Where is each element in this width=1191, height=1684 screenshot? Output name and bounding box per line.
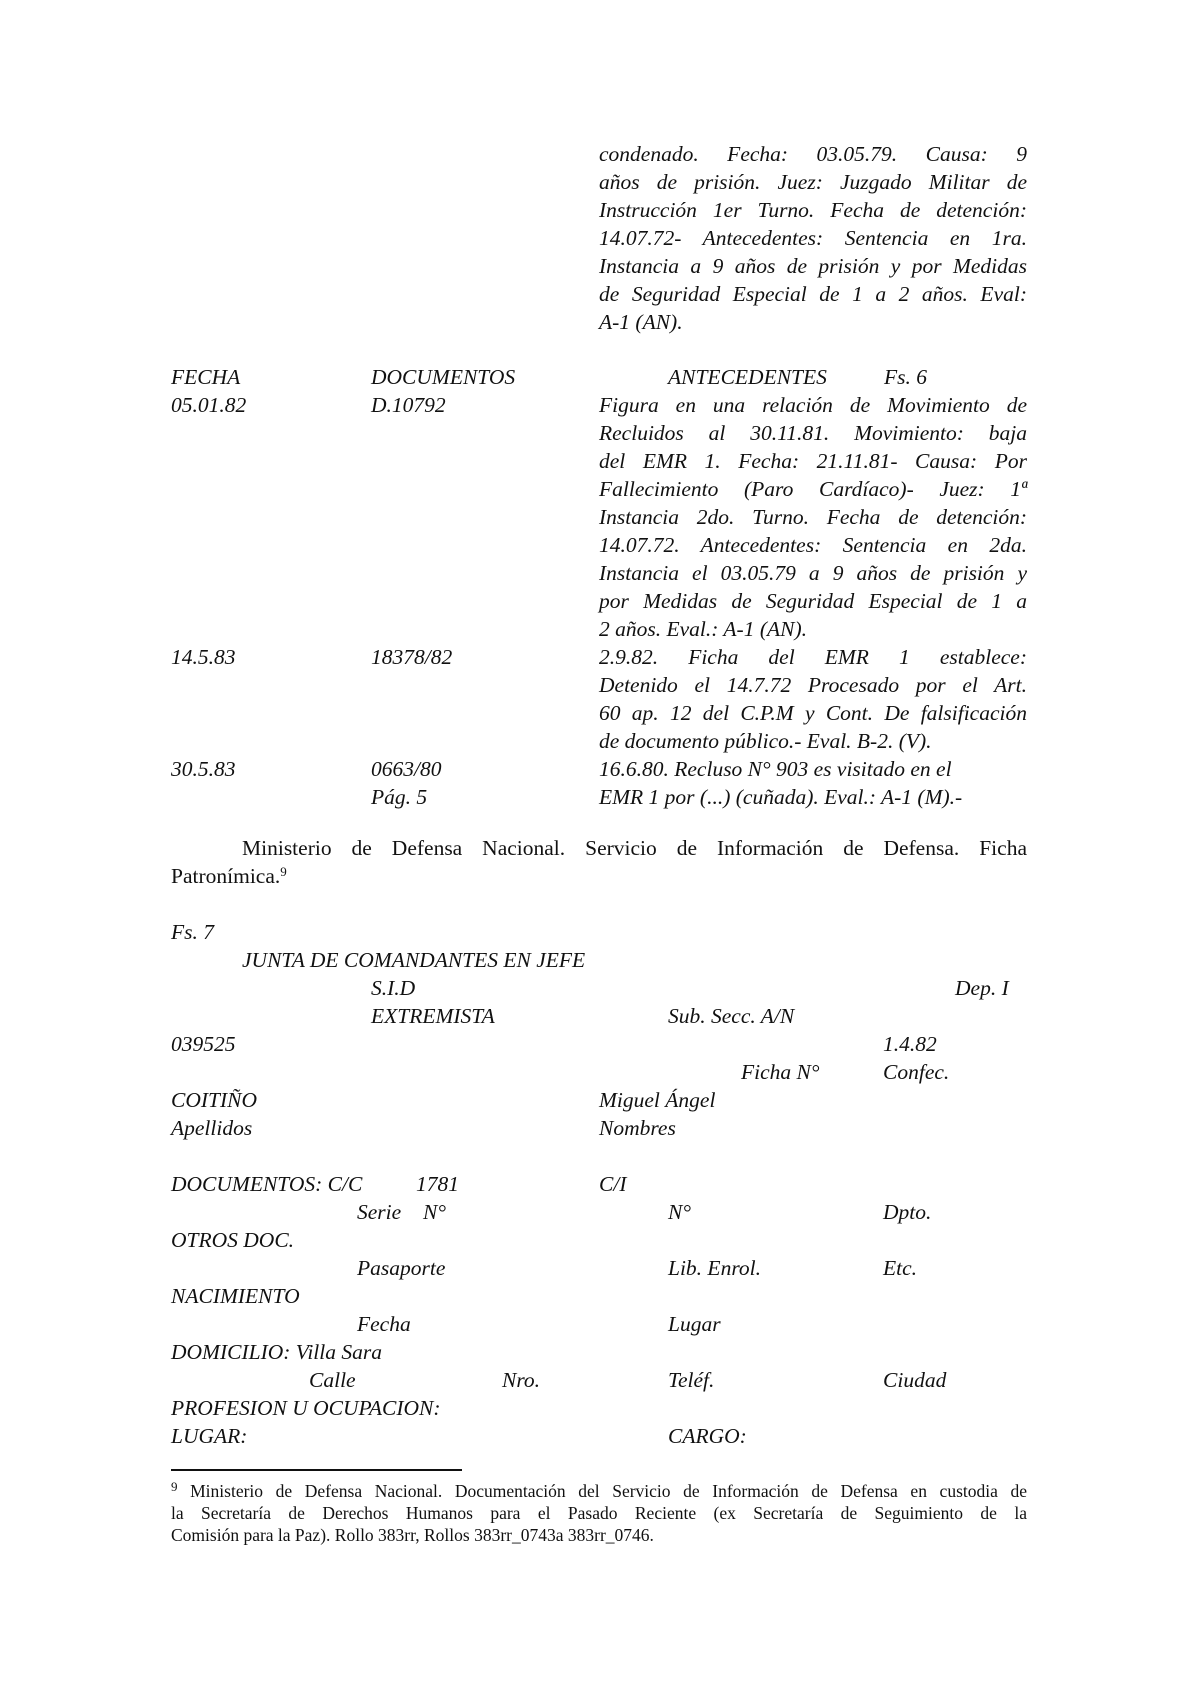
header-antecedentes: ANTECEDENTES <box>668 365 827 389</box>
header-fecha: FECHA <box>171 365 241 389</box>
text-line <box>171 862 1027 890</box>
row-fecha: 05.01.82 <box>171 393 247 417</box>
telef-label: Teléf. <box>668 1368 715 1392</box>
ficha-n-label: Ficha N° <box>741 1060 820 1084</box>
text-line: Instrucción 1er Turno. Fecha de detención: <box>599 198 1027 222</box>
text-line: EMR 1 por (...) (cuñada). Eval.: A-1 (M).- <box>599 785 963 809</box>
text-line: 14.07.72. Antecedentes: Sentencia en 2da. <box>599 533 1027 557</box>
text-line: condenado. Fecha: 03.05.79. Causa: 9 <box>599 142 1027 166</box>
nro-label: Nro. <box>502 1368 541 1392</box>
junta-title: JUNTA DE COMANDANTES EN JEFE <box>242 948 586 972</box>
text-line: Figura en una relación de Movimiento de <box>599 393 1027 417</box>
footnote-number: 9 <box>171 1479 178 1494</box>
documentos-label: DOCUMENTOS: C/C <box>171 1172 363 1196</box>
footnote-line: Comisión para la Paz). Rollo 383rr, Rollos 383rr_0743a 383rr_0746. <box>171 1525 654 1545</box>
header-fs: Fs. 6 <box>884 365 927 389</box>
text-line: 60 ap. 12 del C.P.M y Cont. De falsificación <box>599 701 1027 725</box>
etc-label: Etc. <box>883 1256 918 1280</box>
text-line: años de prisión. Juez: Juzgado Militar de <box>599 170 1027 194</box>
domicilio-value: DOMICILIO: Villa Sara <box>171 1340 383 1364</box>
fs-label: Fs. 7 <box>171 920 214 944</box>
dpto-label: Dpto. <box>883 1200 932 1224</box>
cc-number: 1781 <box>416 1172 459 1196</box>
serie-label: Serie <box>357 1200 402 1224</box>
apellido-value: COITIÑO <box>171 1088 258 1112</box>
row-documento: 0663/80 <box>371 757 442 781</box>
text-line: de documento público.- Eval. B-2. (V). <box>599 729 932 753</box>
text-line: Ministerio de Defensa Nacional. Servicio de Información de Defensa. Ficha <box>242 836 1027 860</box>
sid-label: S.I.D <box>371 976 416 1000</box>
ficha-number: 039525 <box>171 1032 236 1056</box>
row-antecedentes <box>599 391 1027 643</box>
nacimiento-fecha-label: Fecha <box>357 1312 411 1336</box>
apellidos-label: Apellidos <box>171 1116 253 1140</box>
text-line: 2 años. Eval.: A-1 (AN). <box>599 617 807 641</box>
footnote-reference[interactable]: 9 <box>280 864 287 879</box>
ciudad-label: Ciudad <box>883 1368 947 1392</box>
text-line: Instancia 2do. Turno. Fecha de detención: <box>599 505 1027 529</box>
pasaporte-label: Pasaporte <box>357 1256 446 1280</box>
row-documento: 18378/82 <box>371 645 453 669</box>
nombres-label: Nombres <box>599 1116 676 1140</box>
footnote-separator <box>171 1469 462 1471</box>
ci-n-label: N° <box>668 1200 691 1224</box>
row-antecedentes <box>599 643 1027 755</box>
lugar-label: LUGAR: <box>171 1424 248 1448</box>
text-line: 2.9.82. Ficha del EMR 1 establece: <box>599 645 1027 669</box>
text-line: Recluidos al 30.11.81. Movimiento: baja <box>599 421 1027 445</box>
top-continuation-block <box>599 140 1027 336</box>
nacimiento-label: NACIMIENTO <box>171 1284 300 1308</box>
text-line: por Medidas de Seguridad Especial de 1 a <box>599 589 1027 613</box>
ci-label: C/I <box>599 1172 627 1196</box>
lib-enrol-label: Lib. Enrol. <box>668 1256 761 1280</box>
footnote-line: la Secretaría de Derechos Humanos para el Pasado Reciente (ex Secretaría de Seguimiento de la <box>171 1503 1027 1523</box>
text-line: A-1 (AN). <box>599 310 683 334</box>
text-line: Detenido el 14.7.72 Procesado por el Art. <box>599 673 1027 697</box>
row-antecedentes <box>599 755 1027 811</box>
row-fecha: 14.5.83 <box>171 645 236 669</box>
text-line: Fallecimiento (Paro Cardíaco)- Juez: 1ª <box>599 477 1027 501</box>
cargo-label: CARGO: <box>668 1424 747 1448</box>
profesion-label: PROFESION U OCUPACION: <box>171 1396 441 1420</box>
text-line: 16.6.80. Recluso N° 903 es visitado en el <box>599 757 952 781</box>
row-documento-page: Pág. 5 <box>371 785 428 809</box>
extremista-label: EXTREMISTA <box>371 1004 495 1028</box>
text-line-content: Patronímica. <box>171 864 281 888</box>
nacimiento-lugar-label: Lugar <box>668 1312 721 1336</box>
footnote <box>171 1480 1027 1546</box>
text-line: del EMR 1. Fecha: 21.11.81- Causa: Por <box>599 449 1027 473</box>
text-line: 14.07.72- Antecedentes: Sentencia en 1ra. <box>599 226 1027 250</box>
header-documentos: DOCUMENTOS <box>371 365 516 389</box>
calle-label: Calle <box>309 1368 356 1392</box>
text-line: de Seguridad Especial de 1 a 2 años. Eval: <box>599 282 1027 306</box>
text-line: Instancia a 9 años de prisión y por Medidas <box>599 254 1027 278</box>
serie-n-label: N° <box>423 1200 446 1224</box>
fecha-confec: 1.4.82 <box>883 1032 937 1056</box>
confec-label: Confec. <box>883 1060 950 1084</box>
footnote-line <box>171 1480 1027 1502</box>
nombre-value: Miguel Ángel <box>599 1088 716 1112</box>
subsecc-label: Sub. Secc. A/N <box>668 1004 795 1028</box>
dep-label: Dep. I <box>955 976 1009 1000</box>
row-fecha: 30.5.83 <box>171 757 236 781</box>
otros-doc-label: OTROS DOC. <box>171 1228 295 1252</box>
footnote-text: Ministerio de Defensa Nacional. Documentación del Servicio de Información de Defensa en custodia de <box>190 1481 1028 1501</box>
row-documento: D.10792 <box>371 393 446 417</box>
text-line: Instancia el 03.05.79 a 9 años de prisión y <box>599 561 1027 585</box>
body-paragraph <box>171 834 1027 890</box>
